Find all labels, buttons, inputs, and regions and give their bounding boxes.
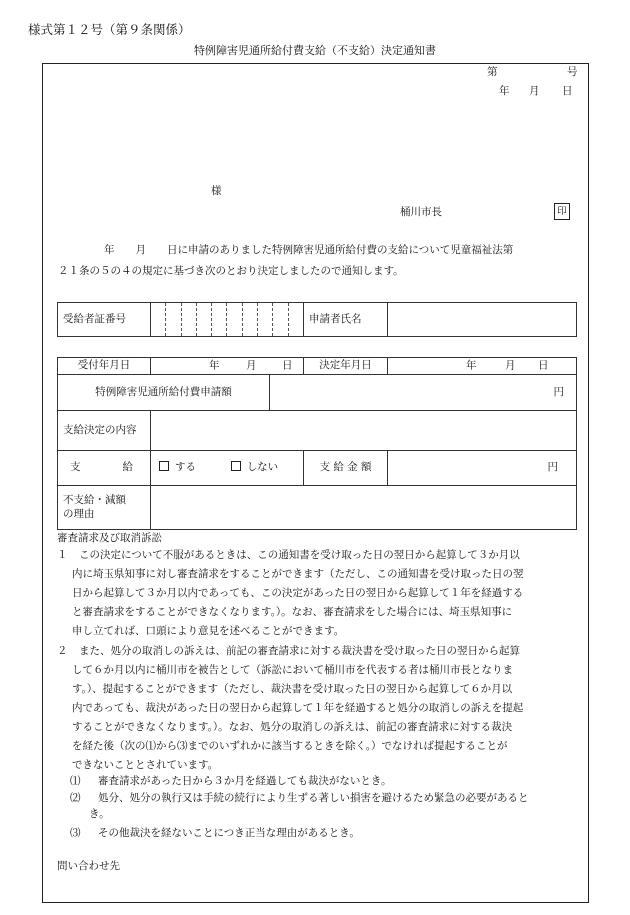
sub-item-3-number: ⑶	[70, 827, 81, 839]
contact-label: 問い合わせ先	[57, 860, 120, 872]
received-month: 月	[246, 359, 257, 372]
decision-content-field[interactable]	[151, 411, 577, 451]
payment-amount-field[interactable]	[388, 451, 577, 486]
sub-item-1-number: ⑴	[70, 775, 81, 787]
payment-no-checkbox[interactable]	[231, 461, 241, 471]
document-title: 特例障害児通所給付費支給（不支給）決定通知書	[194, 44, 436, 57]
note-1-line-5: 申し立てれば、口頭により意見を述べることができます。	[72, 625, 345, 637]
recipient-table	[57, 302, 577, 337]
note-2-number: ２	[57, 645, 68, 657]
reason-field[interactable]	[151, 486, 577, 530]
addressee-honorific: 様	[211, 185, 222, 197]
decision-year: 年	[466, 359, 477, 372]
notes-heading: 審査請求及び取消訴訟	[57, 532, 162, 544]
received-year: 年	[209, 359, 220, 372]
note-2-line-3: す。）、提起することができます（ただし、裁決書を受け取った日の翌日から起算して６か月以	[72, 683, 513, 695]
intro-text-line-1: 年 月 日に申請のありました特例障害児通所給付費の支給について児童福祉法第	[104, 244, 514, 256]
sub-item-3-text: その他裁決を経ないことにつき正当な理由があるとき。	[98, 827, 360, 839]
note-1-line-3: 日から起算して３か月以内であっても、この決定があった日の翌日から起算して１年を経過する	[72, 587, 524, 599]
intro-text-line-2: ２１条の５の４の規定に基づき次のとおり決定しましたので通知します。	[58, 265, 404, 277]
received-date-field[interactable]	[151, 358, 304, 375]
issuer-name: 桶川市長	[400, 206, 442, 218]
cert-digit-boxes	[151, 303, 303, 336]
issue-date-day: 日	[562, 85, 573, 97]
received-date-label: 受付年月日	[58, 358, 151, 375]
sub-item-1-text: 審査請求があった日から３か月を経過しても裁決がないとき。	[98, 775, 392, 787]
payment-amount-yen: 円	[547, 461, 558, 474]
applied-amount-yen: 円	[553, 385, 564, 398]
reason-label-line-1: 不支給・減額	[63, 494, 126, 507]
reason-label-line-2: の理由	[63, 507, 95, 520]
seal-stamp-box: 印	[554, 203, 570, 220]
note-2-line-7: できないこととされています。	[72, 759, 219, 771]
applied-amount-field[interactable]	[270, 375, 577, 411]
payment-no-label: しない	[246, 461, 279, 474]
note-1-line-4: と審査請求をすることができなくなります。）。なお、審査請求をした場合には、埼玉県知事に	[72, 606, 513, 618]
sub-item-2-text-line-2: き。	[89, 808, 110, 820]
applied-amount-label: 特例障害児通所給付費申請額	[58, 375, 270, 411]
decision-month: 月	[505, 359, 516, 372]
doc-number-prefix: 第	[487, 66, 498, 78]
applicant-name-field[interactable]	[388, 303, 577, 337]
note-1-line-2: 内に埼玉県知事に対し審査請求をすることができます（ただし、この通知書を受け取った日の翌	[72, 568, 524, 580]
note-1-number: １	[57, 549, 68, 561]
sub-item-2-text-line-1: 処分、処分の執行又は手続の続行により生ずる著しい損害を避けるため緊急の必要があると	[98, 792, 529, 804]
decision-date-label: 決定年月日	[304, 358, 388, 375]
reason-label	[58, 486, 151, 530]
note-2-line-5: することができなくなります。）。なお、処分の取消しの訴えは、前記の審査請求に対する裁決	[72, 721, 513, 733]
issue-date-month: 月	[529, 85, 540, 97]
form-number: 様式第１２号（第９条関係）	[28, 22, 191, 37]
decision-date-field[interactable]	[388, 358, 577, 375]
note-2-line-2: して６か月以内に桶川市を被告として（訴訟において桶川市を代表する者は桶川市長となりま	[72, 664, 513, 676]
applicant-name-label: 申請者氏名	[304, 303, 388, 337]
issue-date-year: 年	[499, 85, 510, 97]
decision-table	[57, 357, 577, 530]
decision-content-label: 支給決定の内容	[58, 411, 151, 451]
payment-options	[151, 451, 304, 486]
received-day: 日	[282, 359, 293, 372]
note-2-line-1: また、処分の取消しの訴えは、前記の審査請求に対する裁決書を受け取った日の翌日から起算	[79, 645, 520, 657]
cert-number-label: 受給者証番号	[58, 303, 151, 337]
decision-day: 日	[538, 359, 549, 372]
cert-number-field[interactable]	[151, 303, 304, 337]
doc-number-suffix: 号	[567, 66, 578, 78]
note-2-line-6: を経た後（次の⑴から⑶までのいずれかに該当するときを除く。）でなければ提起することが	[72, 740, 508, 752]
payment-yes-checkbox[interactable]	[159, 461, 169, 471]
note-2-line-4: 内であっても、裁決があった日の翌日から起算して１年を経過すると処分の取消しの訴えを提起	[72, 702, 524, 714]
payment-label: 支 給	[58, 451, 151, 486]
sub-item-2-number: ⑵	[70, 792, 81, 804]
payment-amount-label: 支 給 金 額	[304, 451, 388, 486]
note-1-line-1: この決定について不服があるときは、この通知書を受け取った日の翌日から起算して３か月以	[79, 549, 520, 561]
payment-yes-label: する	[175, 461, 196, 474]
